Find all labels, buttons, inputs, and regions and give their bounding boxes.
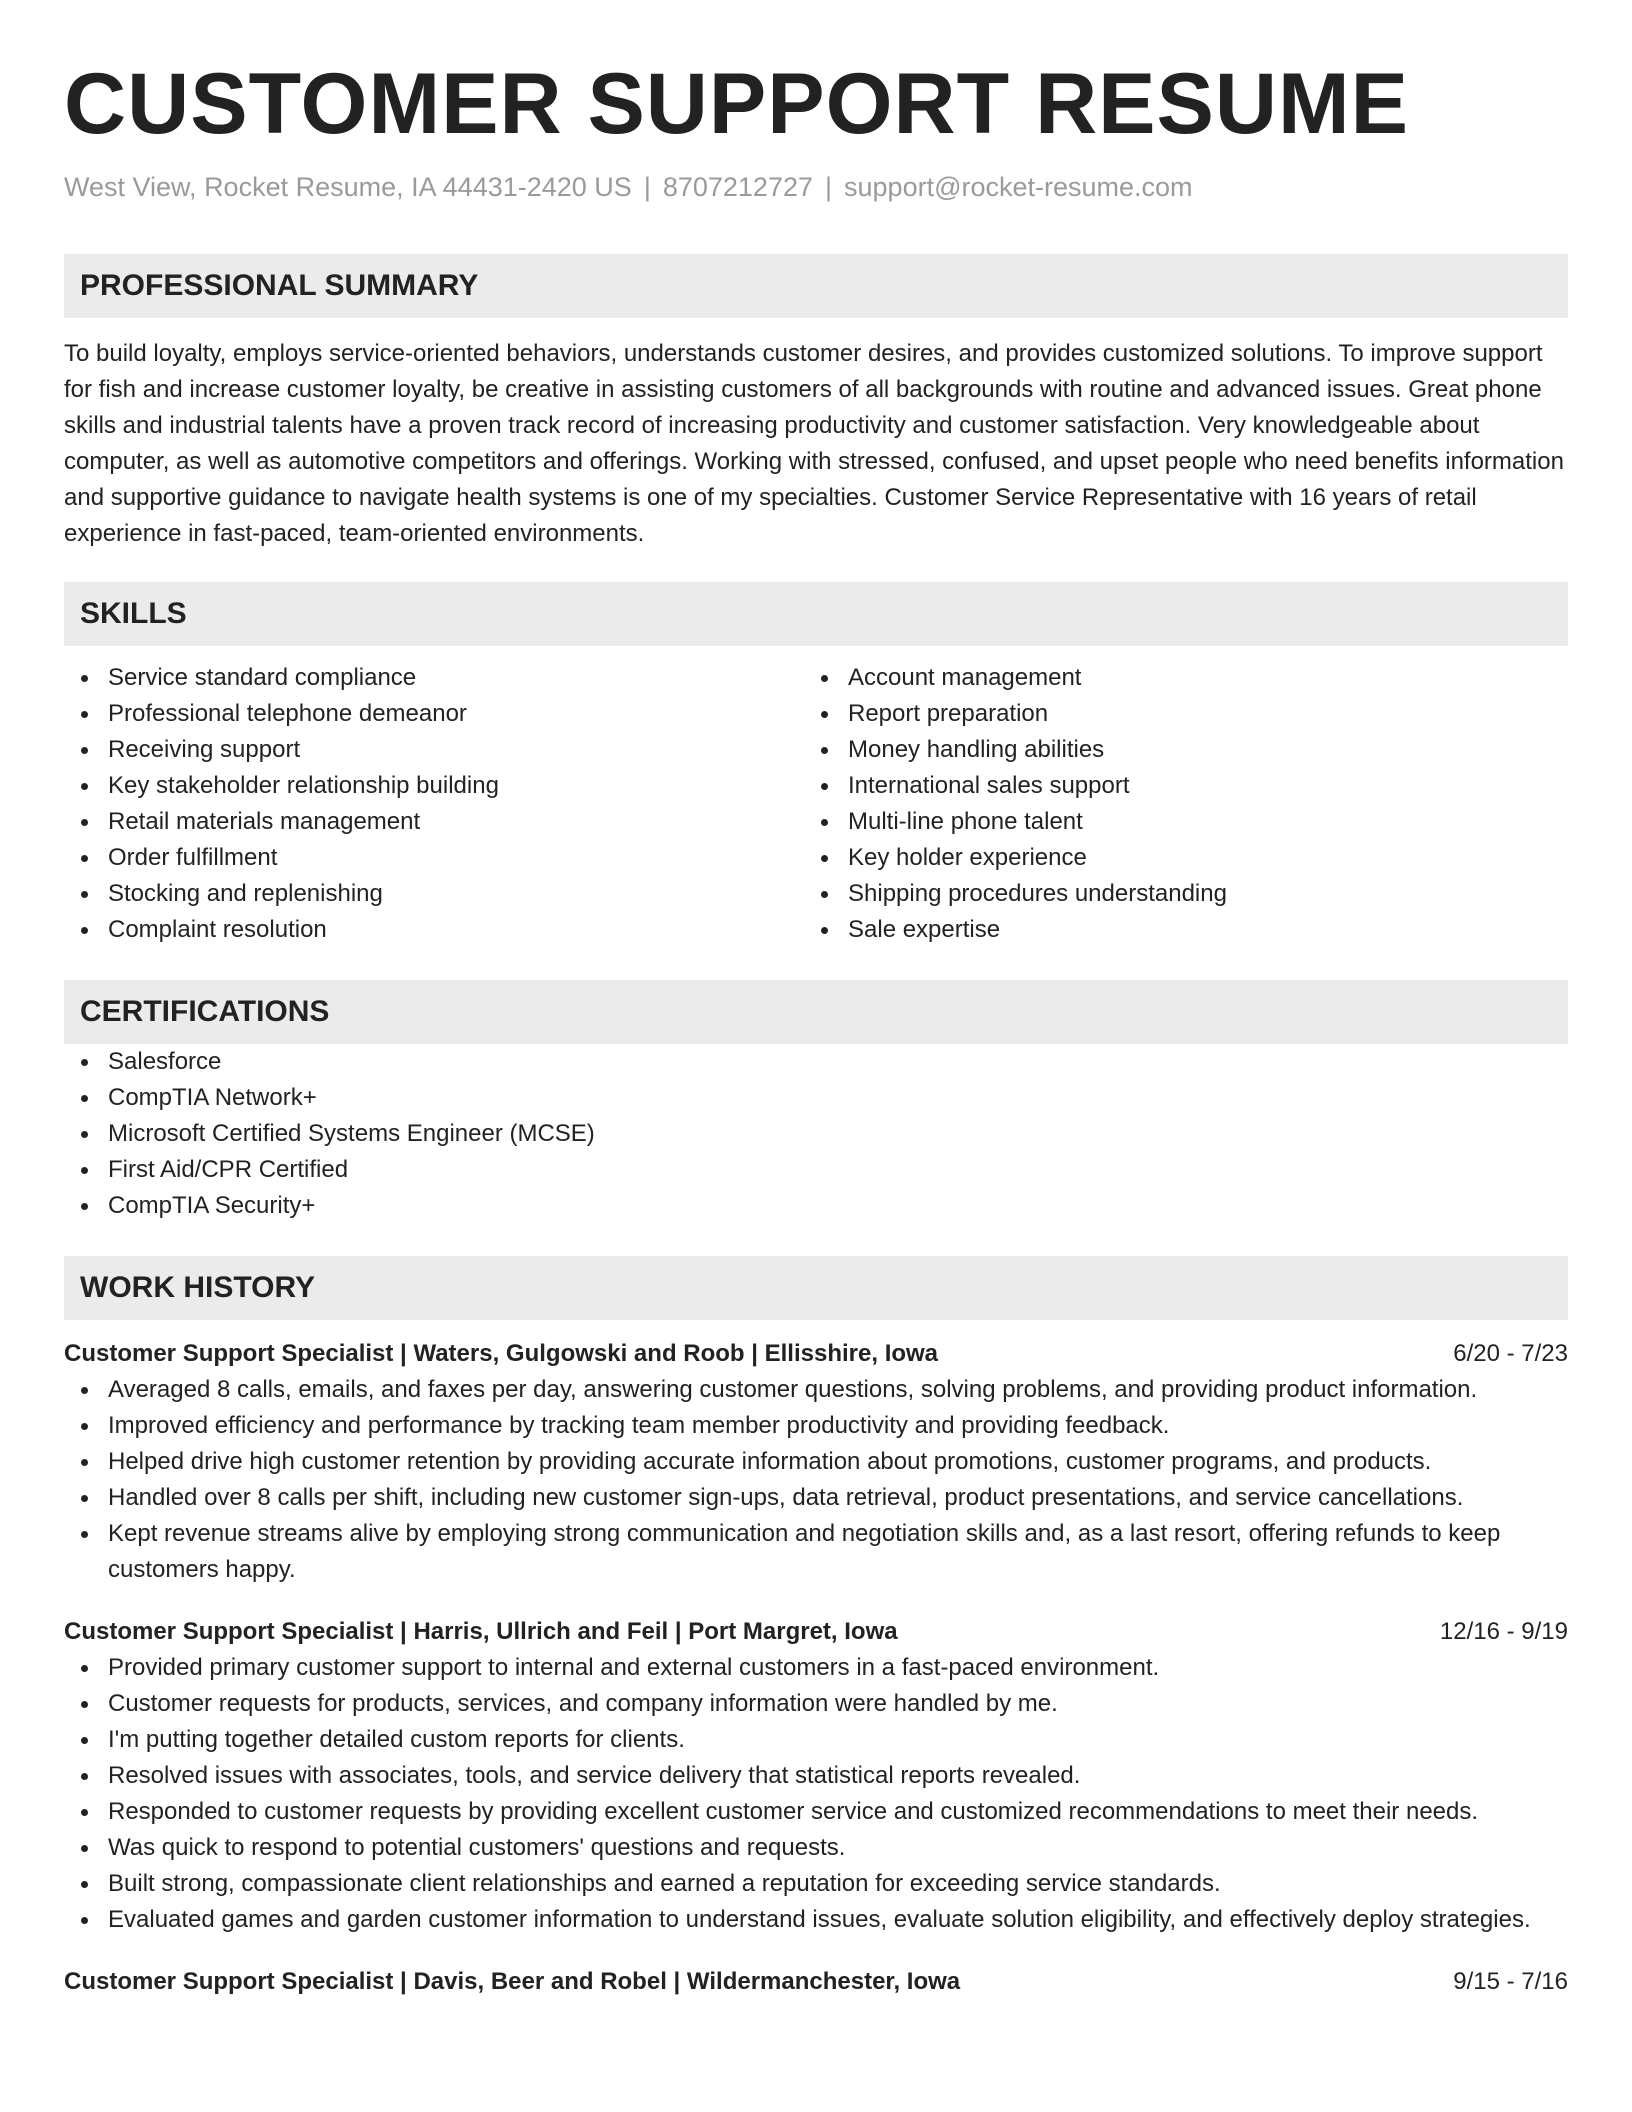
certification-item: Microsoft Certified Systems Engineer (MCSE) <box>64 1116 1568 1152</box>
job-entry <box>64 1964 1568 2000</box>
skill-item: Stocking and replenishing <box>64 876 804 912</box>
job-bullet: Helped drive high customer retention by providing accurate information about promotions, customer programs, and products. <box>64 1444 1568 1480</box>
skill-item: Service standard compliance <box>64 660 804 696</box>
certification-item: CompTIA Security+ <box>64 1188 1568 1224</box>
skill-item: Order fulfillment <box>64 840 804 876</box>
job-bullet-list <box>64 1650 1568 1938</box>
skills-list-left <box>64 660 804 948</box>
job-bullet: Resolved issues with associates, tools, and service delivery that statistical reports revealed. <box>64 1758 1568 1794</box>
skill-item: Key stakeholder relationship building <box>64 768 804 804</box>
job-entry <box>64 1336 1568 1588</box>
job-title: Customer Support Specialist | Davis, Beer and Robel | Wildermanchester, Iowa <box>64 1968 961 1995</box>
job-bullet: Averaged 8 calls, emails, and faxes per day, answering customer questions, solving problems, and providing product information. <box>64 1372 1568 1408</box>
job-title: Customer Support Specialist | Waters, Gulgowski and Roob | Ellisshire, Iowa <box>64 1340 939 1367</box>
job-header <box>64 1336 1568 1372</box>
certification-item: Salesforce <box>64 1044 1568 1080</box>
job-bullet: Kept revenue streams alive by employing strong communication and negotiation skills and, as a last resort, offering refunds to keep customers happy. <box>64 1516 1568 1588</box>
resume-title: CUSTOMER SUPPORT RESUME <box>64 56 1409 152</box>
job-header <box>64 1964 1568 2000</box>
job-dates: 9/15 - 7/16 <box>1453 1968 1568 1995</box>
section-header-skills: SKILLS <box>64 582 1568 646</box>
summary-text: To build loyalty, employs service-oriented behaviors, understands customer desires, and provides customized solutions. To improve support for fish and increase customer loyalty, be creative in assisting customers of all backgrounds with routine and advanced issues. Great phone skills and industrial talents have a proven track record of increasing productivity and customer satisfaction. Very knowledgeable about computer, as well as automotive competitors and offerings. Working with stressed, confused, and upset people who need benefits information and supportive guidance to navigate health systems is one of my specialties. Customer Service Representative with 16 years of retail experience in fast-paced, team-oriented environments. <box>64 340 1564 547</box>
section-header-summary: PROFESSIONAL SUMMARY <box>64 254 1568 318</box>
contact-phone: 8707212727 <box>662 172 813 202</box>
job-bullet: Was quick to respond to potential customers' questions and requests. <box>64 1830 1568 1866</box>
section-header-certifications: CERTIFICATIONS <box>64 980 1568 1044</box>
skill-item: Multi-line phone talent <box>804 804 1544 840</box>
skills-list-right <box>804 660 1544 948</box>
job-bullet: Customer requests for products, services, and company information were handled by me. <box>64 1686 1568 1722</box>
skill-item: Money handling abilities <box>804 732 1544 768</box>
job-bullet: Improved efficiency and performance by tracking team member productivity and providing feedback. <box>64 1408 1568 1444</box>
contact-separator: | <box>825 172 833 202</box>
skill-item: International sales support <box>804 768 1544 804</box>
skill-item: Sale expertise <box>804 912 1544 948</box>
skill-item: Retail materials management <box>64 804 804 840</box>
skills-grid <box>64 660 1568 948</box>
job-bullet: Responded to customer requests by providing excellent customer service and customized recommendations to meet their needs. <box>64 1794 1568 1830</box>
job-entry <box>64 1614 1568 1938</box>
job-title: Customer Support Specialist | Harris, Ullrich and Feil | Port Margret, Iowa <box>64 1618 898 1645</box>
contact-address: West View, Rocket Resume, IA 44431-2420 US <box>64 172 632 202</box>
job-bullet: Handled over 8 calls per shift, including new customer sign-ups, data retrieval, product presentations, and service cancellations. <box>64 1480 1568 1516</box>
skill-item: Complaint resolution <box>64 912 804 948</box>
skill-item: Key holder experience <box>804 840 1544 876</box>
job-dates: 6/20 - 7/23 <box>1453 1340 1568 1367</box>
job-bullet: Evaluated games and garden customer information to understand issues, evaluate solution eligibility, and effectively deploy strategies. <box>64 1902 1568 1938</box>
job-dates: 12/16 - 9/19 <box>1439 1618 1568 1645</box>
skill-item: Report preparation <box>804 696 1544 732</box>
skill-item: Receiving support <box>64 732 804 768</box>
section-header-work-history: WORK HISTORY <box>64 1256 1568 1320</box>
job-header <box>64 1614 1568 1650</box>
job-bullet-list <box>64 1372 1568 1588</box>
certifications-list <box>64 1044 1568 1224</box>
job-bullet: Built strong, compassionate client relationships and earned a reputation for exceeding service standards. <box>64 1866 1568 1902</box>
skill-item: Shipping procedures understanding <box>804 876 1544 912</box>
skill-item: Professional telephone demeanor <box>64 696 804 732</box>
certification-item: First Aid/CPR Certified <box>64 1152 1568 1188</box>
job-bullet: Provided primary customer support to internal and external customers in a fast-paced environment. <box>64 1650 1568 1686</box>
contact-separator: | <box>643 172 651 202</box>
job-bullet: I'm putting together detailed custom reports for clients. <box>64 1722 1568 1758</box>
contact-email: support@rocket-resume.com <box>844 172 1193 202</box>
contact-line <box>64 170 1568 204</box>
certification-item: CompTIA Network+ <box>64 1080 1568 1116</box>
skill-item: Account management <box>804 660 1544 696</box>
